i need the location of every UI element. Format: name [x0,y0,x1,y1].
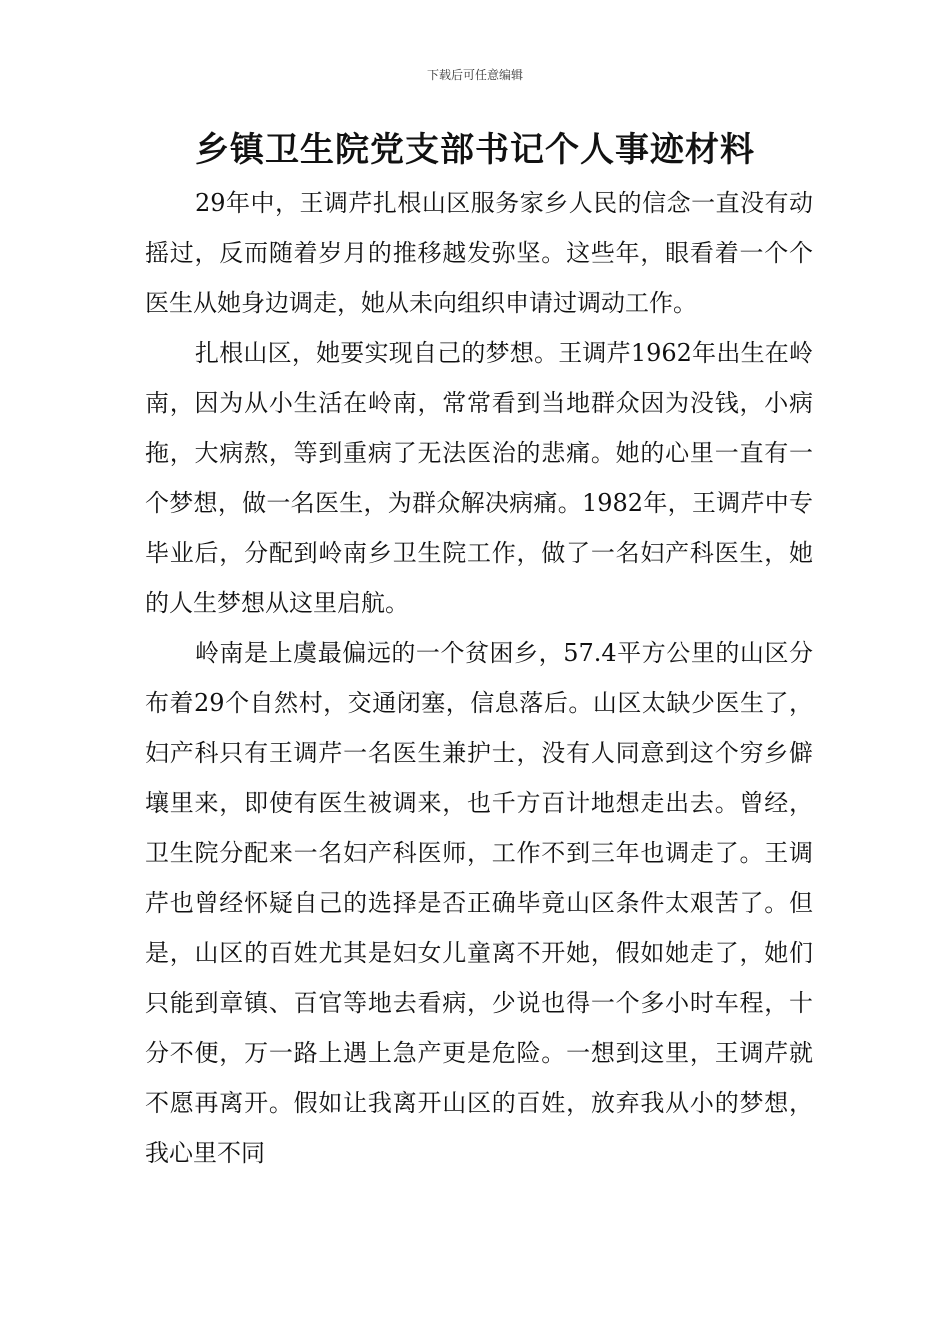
document-body [145,178,813,1178]
paragraph: 29年中，王调芹扎根山区服务家乡人民的信念一直没有动摇过，反而随着岁月的推移越发弥坚。这些年，眼看着一个个医生从她身边调走，她从未向组织申请过调动工作。 [145,189,813,317]
page-title: 乡镇卫生院党支部书记个人事迹材料 [195,130,755,170]
paragraph: 岭南是上虞最偏远的一个贫困乡，57.4平方公里的山区分布着29个自然村，交通闭塞，信息落后。山区太缺少医生了，妇产科只有王调芹一名医生兼护士，没有人同意到这个穷乡僻壤里来，即使有医生被调来，也千方百计地想走出去。曾经，卫生院分配来一名妇产科医师，工作不到三年也调走了。王调芹也曾经怀疑自己的选择是否正确毕竟山区条件太艰苦了。但是，山区的百姓尤其是妇女儿童离不开她，假如她走了，她们只能到章镇、百官等地去看病，少说也得一个多小时车程，十分不便，万一路上遇上急产更是危险。一想到这里，王调芹就不愿再离开。假如让我离开山区的百姓，放弃我从小的梦想，我心里不同 [145,639,813,1167]
header-note: 下载后可任意编辑 [426,68,523,82]
paragraph: 扎根山区，她要实现自己的梦想。王调芹1962年出生在岭南，因为从小生活在岭南，常常看到当地群众因为没钱，小病拖，大病熬，等到重病了无法医治的悲痛。她的心里一直有一个梦想，做一名医生，为群众解决病痛。1982年，王调芹中专毕业后，分配到岭南乡卫生院工作，做了一名妇产科医生，她的人生梦想从这里启航。 [145,339,813,617]
